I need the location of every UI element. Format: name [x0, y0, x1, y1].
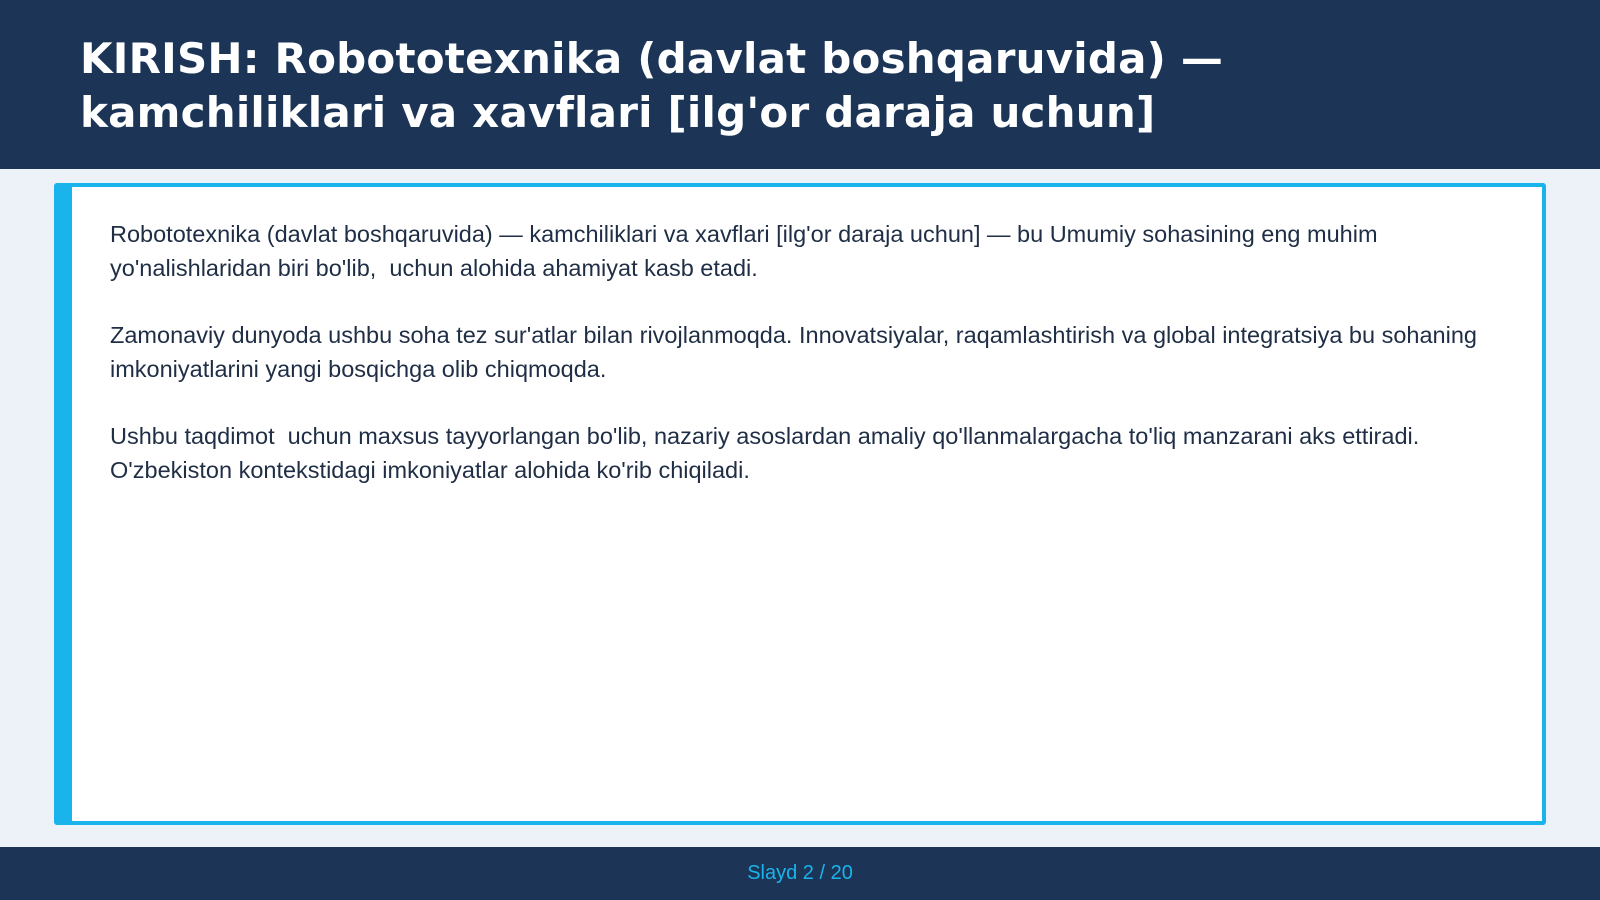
paragraph-3: Ushbu taqdimot uchun maxsus tayyorlangan bo'lib, nazariy asoslardan amaliy qo'llanmalargacha to'liq manzarani aks ettiradi. O'zbekiston kontekstidagi imkoniyatlar alohida ko'rib chiqiladi.: [110, 423, 1426, 483]
paragraph-1: Robototexnika (davlat boshqaruvida) — kamchiliklari va xavflari [ilg'or daraja uchun] — bu Umumiy sohasining eng muhim yo'nalishlaridan biri bo'lib, uchun alohida ahamiyat kasb etadi.: [110, 221, 1385, 281]
slide-counter: Slayd 2 / 20: [747, 862, 853, 884]
slide-header: [0, 0, 1600, 169]
paragraph-2: Zamonaviy dunyoda ushbu soha tez sur'atlar bilan rivojlanmoqda. Innovatsiyalar, raqamlashtirish va global integratsiya bu sohaning imkoniyatlarini yangi bosqichga olib chiqmoqda.: [110, 322, 1484, 382]
slide-title: KIRISH: Robototexnika (davlat boshqaruvida) — kamchiliklari va xavflari [ilg'or daraja uchun]: [80, 34, 1224, 137]
slide-footer: [0, 847, 1600, 900]
content-box: [54, 183, 1546, 825]
